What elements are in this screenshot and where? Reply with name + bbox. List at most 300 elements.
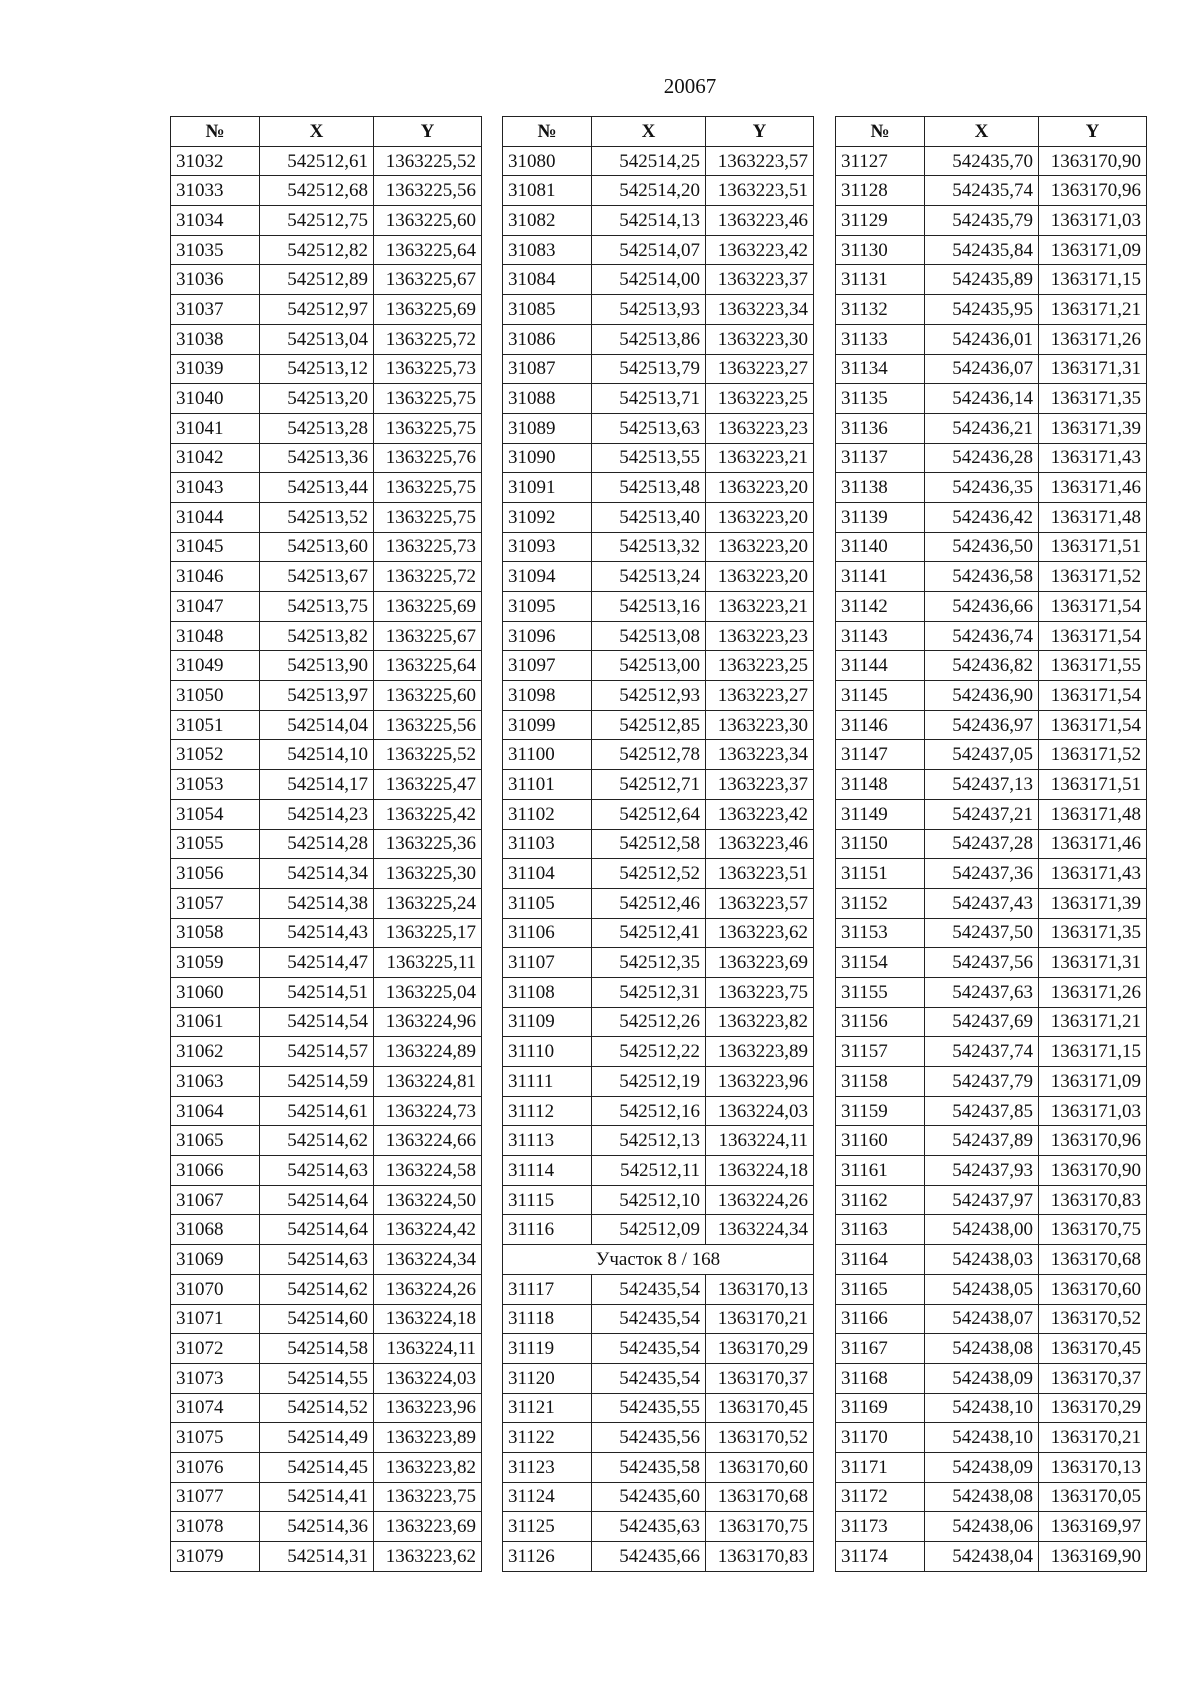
x-coordinate: 542512,93 <box>592 681 706 711</box>
y-coordinate: 1363223,57 <box>706 146 814 176</box>
table-row <box>171 354 482 384</box>
point-number: 31158 <box>836 1067 925 1097</box>
x-coordinate: 542435,89 <box>925 265 1039 295</box>
table-row <box>503 532 814 562</box>
table-row <box>836 1452 1147 1482</box>
y-coordinate: 1363170,52 <box>1039 1304 1147 1334</box>
x-coordinate: 542512,78 <box>592 740 706 770</box>
y-coordinate: 1363170,96 <box>1039 176 1147 206</box>
table-row <box>503 1156 814 1186</box>
y-coordinate: 1363171,54 <box>1039 710 1147 740</box>
point-number: 31131 <box>836 265 925 295</box>
x-coordinate: 542437,05 <box>925 740 1039 770</box>
header-number: № <box>171 117 260 147</box>
point-number: 31134 <box>836 354 925 384</box>
point-number: 31071 <box>171 1304 260 1334</box>
x-coordinate: 542513,36 <box>260 443 374 473</box>
y-coordinate: 1363170,90 <box>1039 146 1147 176</box>
table-row <box>503 443 814 473</box>
table-row <box>836 799 1147 829</box>
table-row <box>836 977 1147 1007</box>
y-coordinate: 1363223,20 <box>706 502 814 532</box>
x-coordinate: 542513,52 <box>260 502 374 532</box>
x-coordinate: 542435,60 <box>592 1482 706 1512</box>
table-row <box>171 948 482 978</box>
point-number: 31102 <box>503 799 592 829</box>
table-row <box>836 1007 1147 1037</box>
table-row <box>503 1363 814 1393</box>
y-coordinate: 1363171,54 <box>1039 592 1147 622</box>
table-row <box>171 562 482 592</box>
y-coordinate: 1363224,58 <box>374 1156 482 1186</box>
point-number: 31035 <box>171 235 260 265</box>
header-x: X <box>260 117 374 147</box>
point-number: 31166 <box>836 1304 925 1334</box>
point-number: 31163 <box>836 1215 925 1245</box>
point-number: 31033 <box>171 176 260 206</box>
table-row <box>171 413 482 443</box>
x-coordinate: 542513,00 <box>592 651 706 681</box>
x-coordinate: 542514,57 <box>260 1037 374 1067</box>
table-row <box>836 1274 1147 1304</box>
y-coordinate: 1363225,64 <box>374 235 482 265</box>
x-coordinate: 542437,21 <box>925 799 1039 829</box>
point-number: 31135 <box>836 384 925 414</box>
point-number: 31117 <box>503 1274 592 1304</box>
table-row <box>171 977 482 1007</box>
point-number: 31069 <box>171 1245 260 1275</box>
point-number: 31040 <box>171 384 260 414</box>
point-number: 31085 <box>503 295 592 325</box>
table-row <box>503 473 814 503</box>
point-number: 31146 <box>836 710 925 740</box>
point-number: 31142 <box>836 592 925 622</box>
point-number: 31100 <box>503 740 592 770</box>
table-row <box>836 324 1147 354</box>
table-row <box>836 532 1147 562</box>
y-coordinate: 1363223,34 <box>706 295 814 325</box>
point-number: 31084 <box>503 265 592 295</box>
table-row <box>503 1274 814 1304</box>
x-coordinate: 542436,58 <box>925 562 1039 592</box>
x-coordinate: 542513,60 <box>260 532 374 562</box>
header-number: № <box>503 117 592 147</box>
x-coordinate: 542437,79 <box>925 1067 1039 1097</box>
point-number: 31127 <box>836 146 925 176</box>
point-number: 31101 <box>503 770 592 800</box>
table-row <box>836 1393 1147 1423</box>
y-coordinate: 1363224,26 <box>706 1185 814 1215</box>
table-row <box>503 681 814 711</box>
table-row <box>503 829 814 859</box>
y-coordinate: 1363225,69 <box>374 592 482 622</box>
x-coordinate: 542435,55 <box>592 1393 706 1423</box>
x-coordinate: 542438,08 <box>925 1482 1039 1512</box>
table-row <box>171 592 482 622</box>
table-row <box>836 1156 1147 1186</box>
table-row <box>503 651 814 681</box>
table-row <box>836 443 1147 473</box>
y-coordinate: 1363224,11 <box>374 1334 482 1364</box>
x-coordinate: 542514,59 <box>260 1067 374 1097</box>
x-coordinate: 542437,89 <box>925 1126 1039 1156</box>
x-coordinate: 542512,35 <box>592 948 706 978</box>
table-row <box>503 235 814 265</box>
x-coordinate: 542512,41 <box>592 918 706 948</box>
point-number: 31137 <box>836 443 925 473</box>
table-row <box>503 1482 814 1512</box>
y-coordinate: 1363225,69 <box>374 295 482 325</box>
table-row <box>503 859 814 889</box>
y-coordinate: 1363225,73 <box>374 354 482 384</box>
x-coordinate: 542435,84 <box>925 235 1039 265</box>
y-coordinate: 1363170,90 <box>1039 1156 1147 1186</box>
point-number: 31139 <box>836 502 925 532</box>
x-coordinate: 542437,56 <box>925 948 1039 978</box>
y-coordinate: 1363170,83 <box>706 1542 814 1572</box>
table-row <box>836 1542 1147 1572</box>
x-coordinate: 542512,26 <box>592 1007 706 1037</box>
y-coordinate: 1363223,21 <box>706 592 814 622</box>
point-number: 31061 <box>171 1007 260 1037</box>
table-row <box>171 1334 482 1364</box>
point-number: 31165 <box>836 1274 925 1304</box>
point-number: 31138 <box>836 473 925 503</box>
y-coordinate: 1363171,35 <box>1039 918 1147 948</box>
table-row <box>836 651 1147 681</box>
x-coordinate: 542512,11 <box>592 1156 706 1186</box>
point-number: 31133 <box>836 324 925 354</box>
x-coordinate: 542435,63 <box>592 1512 706 1542</box>
y-coordinate: 1363170,83 <box>1039 1185 1147 1215</box>
table-row <box>171 1215 482 1245</box>
x-coordinate: 542513,32 <box>592 532 706 562</box>
point-number: 31174 <box>836 1542 925 1572</box>
point-number: 31052 <box>171 740 260 770</box>
x-coordinate: 542435,56 <box>592 1423 706 1453</box>
table-row <box>503 1037 814 1067</box>
point-number: 31132 <box>836 295 925 325</box>
x-coordinate: 542514,51 <box>260 977 374 1007</box>
point-number: 31149 <box>836 799 925 829</box>
x-coordinate: 542513,28 <box>260 413 374 443</box>
y-coordinate: 1363223,37 <box>706 770 814 800</box>
table-row <box>836 770 1147 800</box>
y-coordinate: 1363170,75 <box>706 1512 814 1542</box>
table-row <box>171 1096 482 1126</box>
point-number: 31049 <box>171 651 260 681</box>
y-coordinate: 1363223,82 <box>706 1007 814 1037</box>
x-coordinate: 542435,58 <box>592 1452 706 1482</box>
y-coordinate: 1363223,30 <box>706 710 814 740</box>
point-number: 31130 <box>836 235 925 265</box>
y-coordinate: 1363225,75 <box>374 473 482 503</box>
table-row <box>171 1274 482 1304</box>
table-row <box>836 888 1147 918</box>
x-coordinate: 542513,04 <box>260 324 374 354</box>
point-number: 31157 <box>836 1037 925 1067</box>
x-coordinate: 542513,12 <box>260 354 374 384</box>
y-coordinate: 1363171,39 <box>1039 888 1147 918</box>
y-coordinate: 1363223,42 <box>706 235 814 265</box>
table-row <box>503 1007 814 1037</box>
table-body <box>503 146 814 1571</box>
y-coordinate: 1363171,48 <box>1039 799 1147 829</box>
table-row <box>503 384 814 414</box>
y-coordinate: 1363225,17 <box>374 918 482 948</box>
point-number: 31108 <box>503 977 592 1007</box>
table-row <box>836 295 1147 325</box>
y-coordinate: 1363224,81 <box>374 1067 482 1097</box>
point-number: 31092 <box>503 502 592 532</box>
y-coordinate: 1363223,37 <box>706 265 814 295</box>
x-coordinate: 542437,28 <box>925 829 1039 859</box>
x-coordinate: 542512,58 <box>592 829 706 859</box>
y-coordinate: 1363225,67 <box>374 621 482 651</box>
point-number: 31055 <box>171 829 260 859</box>
x-coordinate: 542514,17 <box>260 770 374 800</box>
x-coordinate: 542513,08 <box>592 621 706 651</box>
x-coordinate: 542437,50 <box>925 918 1039 948</box>
point-number: 31141 <box>836 562 925 592</box>
y-coordinate: 1363224,96 <box>374 1007 482 1037</box>
x-coordinate: 542514,13 <box>592 206 706 236</box>
y-coordinate: 1363223,20 <box>706 562 814 592</box>
y-coordinate: 1363171,26 <box>1039 324 1147 354</box>
y-coordinate: 1363223,46 <box>706 829 814 859</box>
header-row <box>171 117 482 147</box>
x-coordinate: 542435,54 <box>592 1363 706 1393</box>
table-row <box>503 888 814 918</box>
x-coordinate: 542512,46 <box>592 888 706 918</box>
table-row <box>503 176 814 206</box>
point-number: 31082 <box>503 206 592 236</box>
y-coordinate: 1363171,46 <box>1039 829 1147 859</box>
point-number: 31122 <box>503 1423 592 1453</box>
x-coordinate: 542438,05 <box>925 1274 1039 1304</box>
y-coordinate: 1363225,64 <box>374 651 482 681</box>
table-row <box>171 1156 482 1186</box>
y-coordinate: 1363171,54 <box>1039 621 1147 651</box>
x-coordinate: 542437,93 <box>925 1156 1039 1186</box>
x-coordinate: 542436,50 <box>925 532 1039 562</box>
table-row <box>836 1512 1147 1542</box>
point-number: 31114 <box>503 1156 592 1186</box>
y-coordinate: 1363171,55 <box>1039 651 1147 681</box>
table-row <box>836 859 1147 889</box>
table-row <box>503 740 814 770</box>
point-number: 31148 <box>836 770 925 800</box>
table-row <box>171 324 482 354</box>
table-row <box>503 948 814 978</box>
table-row <box>836 1037 1147 1067</box>
x-coordinate: 542512,82 <box>260 235 374 265</box>
y-coordinate: 1363171,26 <box>1039 977 1147 1007</box>
point-number: 31078 <box>171 1512 260 1542</box>
point-number: 31172 <box>836 1482 925 1512</box>
x-coordinate: 542514,41 <box>260 1482 374 1512</box>
x-coordinate: 542513,44 <box>260 473 374 503</box>
x-coordinate: 542513,90 <box>260 651 374 681</box>
y-coordinate: 1363224,18 <box>374 1304 482 1334</box>
point-number: 31042 <box>171 443 260 473</box>
x-coordinate: 542436,66 <box>925 592 1039 622</box>
y-coordinate: 1363170,60 <box>706 1452 814 1482</box>
point-number: 31118 <box>503 1304 592 1334</box>
y-coordinate: 1363223,89 <box>374 1423 482 1453</box>
y-coordinate: 1363223,27 <box>706 354 814 384</box>
table-row <box>503 1393 814 1423</box>
y-coordinate: 1363171,35 <box>1039 384 1147 414</box>
x-coordinate: 542514,38 <box>260 888 374 918</box>
point-number: 31145 <box>836 681 925 711</box>
x-coordinate: 542513,93 <box>592 295 706 325</box>
table-row <box>171 146 482 176</box>
table-row <box>503 265 814 295</box>
point-number: 31119 <box>503 1334 592 1364</box>
x-coordinate: 542514,20 <box>592 176 706 206</box>
y-coordinate: 1363169,90 <box>1039 1542 1147 1572</box>
y-coordinate: 1363223,96 <box>374 1393 482 1423</box>
point-number: 31115 <box>503 1185 592 1215</box>
table-row <box>171 829 482 859</box>
table-row <box>503 324 814 354</box>
point-number: 31173 <box>836 1512 925 1542</box>
x-coordinate: 542514,04 <box>260 710 374 740</box>
table-row <box>503 354 814 384</box>
x-coordinate: 542513,75 <box>260 592 374 622</box>
x-coordinate: 542435,54 <box>592 1334 706 1364</box>
x-coordinate: 542513,16 <box>592 592 706 622</box>
x-coordinate: 542436,01 <box>925 324 1039 354</box>
y-coordinate: 1363225,72 <box>374 562 482 592</box>
point-number: 31075 <box>171 1423 260 1453</box>
point-number: 31106 <box>503 918 592 948</box>
x-coordinate: 542513,71 <box>592 384 706 414</box>
table-row <box>836 592 1147 622</box>
table-row <box>171 1482 482 1512</box>
y-coordinate: 1363223,42 <box>706 799 814 829</box>
coordinates-table-1 <box>170 116 482 1572</box>
section-label: Участок 8 / 168 <box>503 1245 814 1275</box>
y-coordinate: 1363171,15 <box>1039 1037 1147 1067</box>
x-coordinate: 542512,89 <box>260 265 374 295</box>
point-number: 31038 <box>171 324 260 354</box>
point-number: 31159 <box>836 1096 925 1126</box>
table-row <box>171 888 482 918</box>
table-row <box>836 1126 1147 1156</box>
x-coordinate: 542436,14 <box>925 384 1039 414</box>
x-coordinate: 542514,54 <box>260 1007 374 1037</box>
y-coordinate: 1363225,76 <box>374 443 482 473</box>
x-coordinate: 542514,10 <box>260 740 374 770</box>
table-row <box>836 710 1147 740</box>
point-number: 31144 <box>836 651 925 681</box>
table-row <box>836 176 1147 206</box>
y-coordinate: 1363171,46 <box>1039 473 1147 503</box>
table-row <box>503 502 814 532</box>
point-number: 31041 <box>171 413 260 443</box>
point-number: 31094 <box>503 562 592 592</box>
point-number: 31090 <box>503 443 592 473</box>
point-number: 31113 <box>503 1126 592 1156</box>
point-number: 31095 <box>503 592 592 622</box>
y-coordinate: 1363170,05 <box>1039 1482 1147 1512</box>
x-coordinate: 542435,54 <box>592 1274 706 1304</box>
x-coordinate: 542512,71 <box>592 770 706 800</box>
table-row <box>836 1482 1147 1512</box>
table-row <box>503 918 814 948</box>
y-coordinate: 1363170,21 <box>706 1304 814 1334</box>
y-coordinate: 1363225,72 <box>374 324 482 354</box>
point-number: 31161 <box>836 1156 925 1186</box>
x-coordinate: 542512,61 <box>260 146 374 176</box>
y-coordinate: 1363225,52 <box>374 740 482 770</box>
x-coordinate: 542514,58 <box>260 1334 374 1364</box>
x-coordinate: 542438,10 <box>925 1393 1039 1423</box>
point-number: 31039 <box>171 354 260 384</box>
point-number: 31151 <box>836 859 925 889</box>
x-coordinate: 542514,63 <box>260 1245 374 1275</box>
table-row <box>503 621 814 651</box>
y-coordinate: 1363170,45 <box>706 1393 814 1423</box>
point-number: 31147 <box>836 740 925 770</box>
point-number: 31152 <box>836 888 925 918</box>
point-number: 31140 <box>836 532 925 562</box>
point-number: 31044 <box>171 502 260 532</box>
y-coordinate: 1363223,75 <box>706 977 814 1007</box>
point-number: 31088 <box>503 384 592 414</box>
table-row <box>171 621 482 651</box>
y-coordinate: 1363170,29 <box>1039 1393 1147 1423</box>
point-number: 31062 <box>171 1037 260 1067</box>
table-row <box>171 502 482 532</box>
table-row <box>836 829 1147 859</box>
y-coordinate: 1363225,47 <box>374 770 482 800</box>
table-row <box>171 1037 482 1067</box>
table-row <box>503 295 814 325</box>
x-coordinate: 542514,62 <box>260 1274 374 1304</box>
point-number: 31076 <box>171 1452 260 1482</box>
y-coordinate: 1363223,46 <box>706 206 814 236</box>
point-number: 31171 <box>836 1452 925 1482</box>
y-coordinate: 1363170,21 <box>1039 1423 1147 1453</box>
header-row <box>836 117 1147 147</box>
point-number: 31065 <box>171 1126 260 1156</box>
y-coordinate: 1363225,60 <box>374 681 482 711</box>
point-number: 31096 <box>503 621 592 651</box>
x-coordinate: 542436,74 <box>925 621 1039 651</box>
table-row <box>836 1067 1147 1097</box>
point-number: 31150 <box>836 829 925 859</box>
section-row <box>503 1245 814 1275</box>
table-row <box>503 592 814 622</box>
x-coordinate: 542435,70 <box>925 146 1039 176</box>
x-coordinate: 542438,03 <box>925 1245 1039 1275</box>
point-number: 31121 <box>503 1393 592 1423</box>
point-number: 31083 <box>503 235 592 265</box>
point-number: 31105 <box>503 888 592 918</box>
x-coordinate: 542436,42 <box>925 502 1039 532</box>
table-row <box>171 473 482 503</box>
point-number: 31086 <box>503 324 592 354</box>
y-coordinate: 1363171,03 <box>1039 1096 1147 1126</box>
table-row <box>171 1542 482 1572</box>
y-coordinate: 1363224,42 <box>374 1215 482 1245</box>
x-coordinate: 542436,35 <box>925 473 1039 503</box>
y-coordinate: 1363224,50 <box>374 1185 482 1215</box>
x-coordinate: 542512,52 <box>592 859 706 889</box>
